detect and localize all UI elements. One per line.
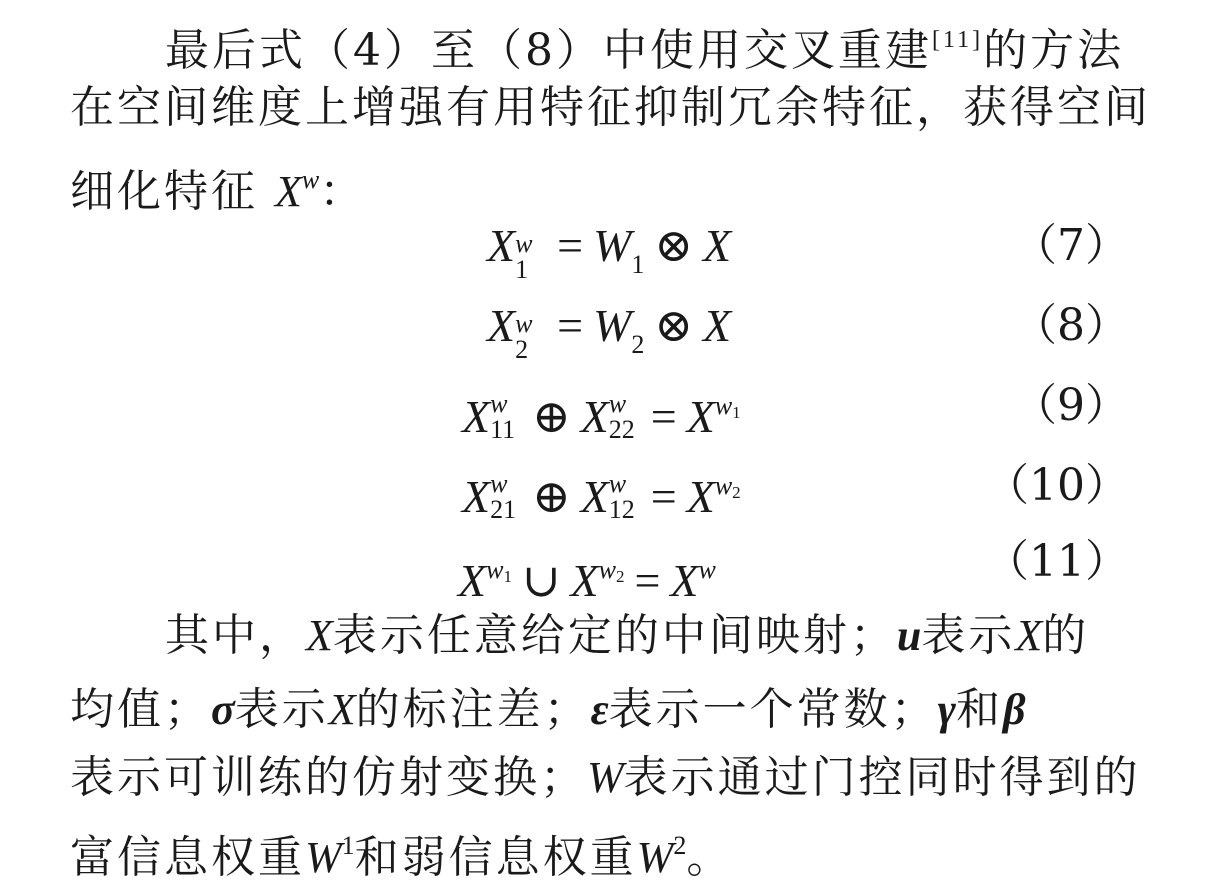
citation-marker[interactable]: [11]: [932, 27, 984, 53]
math-variable: u: [896, 611, 922, 660]
paragraph-text: 表示: [234, 684, 329, 735]
math-variable: γ: [937, 685, 956, 734]
math-variable: X: [275, 167, 302, 216]
paragraph1-line3: [70, 150, 366, 222]
paragraph2-line3: [70, 748, 1141, 808]
paragraph-text: 均值；: [70, 684, 211, 735]
equation-number: （9）: [1013, 380, 1129, 431]
math-variable: X: [1015, 611, 1043, 660]
equation-11: $X^{w1}$ ∪ $X^{w2} = X^w$: [458, 555, 716, 606]
paragraph-text: 的: [1042, 610, 1090, 661]
equation-number: （8）: [1013, 300, 1129, 351]
math-variable: X: [328, 685, 356, 734]
equation-10: X w 21 ⊕ X w 12 = $X^{w2}$: [462, 469, 741, 524]
math-variable: ε: [590, 685, 609, 734]
paragraph-text: 富信息权重: [70, 832, 305, 883]
paragraph-text: 在空间维度上增强有用特征抑制冗余特征，获得空间: [70, 82, 1151, 133]
equation-number: （11）: [985, 536, 1129, 587]
paragraph-text: 表示任意给定的中间映射；: [332, 610, 897, 661]
equation-8: X w 2 = $W_2$ ⊗ X: [487, 300, 732, 364]
paragraph2-line2: [70, 680, 1026, 740]
math-variable: W: [305, 833, 342, 882]
equation-number: （7）: [1013, 220, 1129, 271]
math-variable: W: [587, 753, 624, 802]
paragraph1-line1: [165, 10, 1124, 81]
paragraph-text: 最后式（4）至（8）中使用交叉重建: [165, 25, 932, 76]
math-variable: W: [636, 833, 674, 882]
paragraph-text: 细化特征: [70, 166, 258, 217]
math-superscript: 2: [673, 831, 687, 860]
paragraph-text: 。: [686, 832, 734, 883]
equation-9: X w 11 ⊕ X w 22 = $X^{w1}$: [462, 389, 741, 444]
paragraph-text: 和: [955, 684, 1003, 735]
paragraph-text: 表示通过门控同时得到的: [623, 752, 1141, 803]
math-variable: β: [1002, 685, 1026, 734]
equation-number: （10）: [985, 460, 1129, 511]
paragraph2-line4: [70, 816, 733, 888]
equation-7: X w 1 = $W_1$ ⊗ X: [487, 220, 732, 284]
math-variable: σ: [211, 685, 235, 734]
paragraph-text: 表示可训练的仿射变换；: [70, 752, 587, 803]
paragraph2-line1: [165, 606, 1089, 666]
math-variable: X: [306, 611, 333, 660]
paragraph-text: 其中，: [165, 610, 306, 661]
paragraph-text: 表示: [921, 610, 1016, 661]
math-superscript: 1: [341, 831, 355, 860]
math-superscript: w: [301, 165, 320, 194]
paragraph-text: 的标注差；: [355, 684, 591, 735]
paragraph1-line2: [70, 78, 1151, 138]
paragraph-text: ：: [319, 166, 367, 217]
paragraph-text: 的方法: [983, 25, 1125, 76]
paragraph-text: 表示一个常数；: [608, 684, 938, 735]
paragraph-text: 和弱信息权重: [354, 832, 637, 883]
